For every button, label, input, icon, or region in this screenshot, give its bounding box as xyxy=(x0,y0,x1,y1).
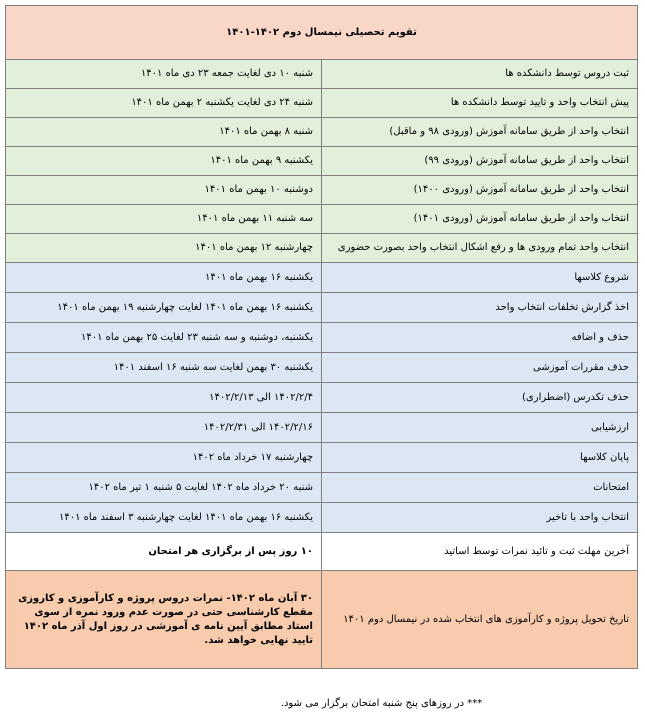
event-date: ۱۴۰۲/۲/۴ الی ۱۴۰۲/۲/۱۳ xyxy=(6,383,322,413)
footnote-text: *** در روزهای پنج شنبه امتحان برگزار می شود. xyxy=(280,698,483,709)
calendar-row xyxy=(6,89,638,118)
event-label: اخذ گزارش تخلفات انتخاب واحد xyxy=(322,293,638,323)
calendar-title: تقویم تحصیلی نیمسال دوم ۱۴۰۲-۱۴۰۱ xyxy=(6,6,638,60)
event-date: شنبه ۲۰ خرداد ماه ۱۴۰۲ لغایت ۵ شنبه ۱ تیر ماه ۱۴۰۲ xyxy=(6,473,322,503)
calendar-row xyxy=(6,571,638,669)
event-label: انتخاب واحد از طریق سامانه آموزش (ورودی ۱۴۰۰) xyxy=(322,176,638,205)
event-date: ۳۰ آبان ماه ۱۴۰۲- نمرات دروس پروژه و کارآموزی و کاروزی مقطع کارشناسی حتی در صورت عدم ورود نمره از سوی استاد مطابق آیین نامه ی آموزشی در روز اول آذر ماه ۱۴۰۲ تایید نهایی خواهد شد. xyxy=(6,571,322,669)
event-label: ثبت دروس توسط دانشکده ها xyxy=(322,60,638,89)
calendar-row xyxy=(6,413,638,443)
calendar-row xyxy=(6,118,638,147)
calendar-row xyxy=(6,323,638,353)
event-label: شروع کلاسها xyxy=(322,263,638,293)
event-label: انتخاب واحد با تاخیر xyxy=(322,503,638,533)
calendar-row xyxy=(6,533,638,571)
event-label: انتخاب واحد تمام ورودی ها و رفع اشکال انتخاب واحد بصورت حضوری xyxy=(322,234,638,263)
event-date: ۱۴۰۲/۲/۱۶ الی ۱۴۰۲/۲/۳۱ xyxy=(6,413,322,443)
footnote xyxy=(5,698,638,709)
event-label: ارزشیابی xyxy=(322,413,638,443)
event-label: پایان کلاسها xyxy=(322,443,638,473)
event-label: آخرین مهلت ثبت و تائید نمرات توسط اساتید xyxy=(322,533,638,571)
event-date: سه شنبه ۱۱ بهمن ماه ۱۴۰۱ xyxy=(6,205,322,234)
calendar-row xyxy=(6,473,638,503)
event-date: چهارشنبه ۱۷ خرداد ماه ۱۴۰۲ xyxy=(6,443,322,473)
event-date: یکشنبه ۱۶ بهمن ماه ۱۴۰۱ لغایت چهارشنبه ۳ اسفند ماه ۱۴۰۱ xyxy=(6,503,322,533)
event-date: چهارشنبه ۱۲ بهمن ماه ۱۴۰۱ xyxy=(6,234,322,263)
calendar-row xyxy=(6,234,638,263)
event-label: انتخاب واحد از طریق سامانه آموزش (ورودی ۹۸ و ماقبل) xyxy=(322,118,638,147)
event-label: حذف مقررات آموزشی xyxy=(322,353,638,383)
event-date: یکشنبه ۳۰ بهمن لغایت سه شنبه ۱۶ اسفند ۱۴۰۱ xyxy=(6,353,322,383)
event-date: یکشنبه ۱۶ بهمن ماه ۱۴۰۱ xyxy=(6,263,322,293)
event-date: شنبه ۸ بهمن ماه ۱۴۰۱ xyxy=(6,118,322,147)
event-label: پیش انتخاب واحد و تایید توسط دانشکده ها xyxy=(322,89,638,118)
event-date: شنبه ۲۴ دی لغایت یکشنبه ۲ بهمن ماه ۱۴۰۱ xyxy=(6,89,322,118)
event-label: انتخاب واحد از طریق سامانه آموزش (ورودی ۱۴۰۱) xyxy=(322,205,638,234)
event-label: انتخاب واحد از طریق سامانه آموزش (ورودی ۹۹) xyxy=(322,147,638,176)
event-label: حذف و اضافه xyxy=(322,323,638,353)
event-date: یکشنبه ۹ بهمن ماه ۱۴۰۱ xyxy=(6,147,322,176)
calendar-row xyxy=(6,503,638,533)
calendar-row xyxy=(6,263,638,293)
academic-calendar xyxy=(5,5,638,709)
event-date: یکشنبه، دوشنبه و سه شنبه ۲۳ لغایت ۲۵ بهمن ماه ۱۴۰۱ xyxy=(6,323,322,353)
calendar-row xyxy=(6,176,638,205)
calendar-row xyxy=(6,353,638,383)
event-date: یکشنبه ۱۶ بهمن ماه ۱۴۰۱ لغایت چهارشنبه ۱۹ بهمن ماه ۱۴۰۱ xyxy=(6,293,322,323)
event-date: ۱۰ روز پس از برگزاری هر امتحان xyxy=(6,533,322,571)
calendar-row xyxy=(6,383,638,413)
calendar-row xyxy=(6,205,638,234)
calendar-row xyxy=(6,60,638,89)
event-label: حذف تکدرس (اضطراری) xyxy=(322,383,638,413)
calendar-row xyxy=(6,293,638,323)
calendar-row xyxy=(6,443,638,473)
event-label: امتحانات xyxy=(322,473,638,503)
event-date: دوشنبه ۱۰ بهمن ماه ۱۴۰۱ xyxy=(6,176,322,205)
event-date: شنبه ۱۰ دی لغایت جمعه ۲۳ دی ماه ۱۴۰۱ xyxy=(6,60,322,89)
calendar-row xyxy=(6,147,638,176)
calendar-table xyxy=(5,5,638,669)
event-label: تاریخ تحویل پروژه و کارآموزی های انتخاب شده در نیمسال دوم ۱۴۰۱ xyxy=(322,571,638,669)
